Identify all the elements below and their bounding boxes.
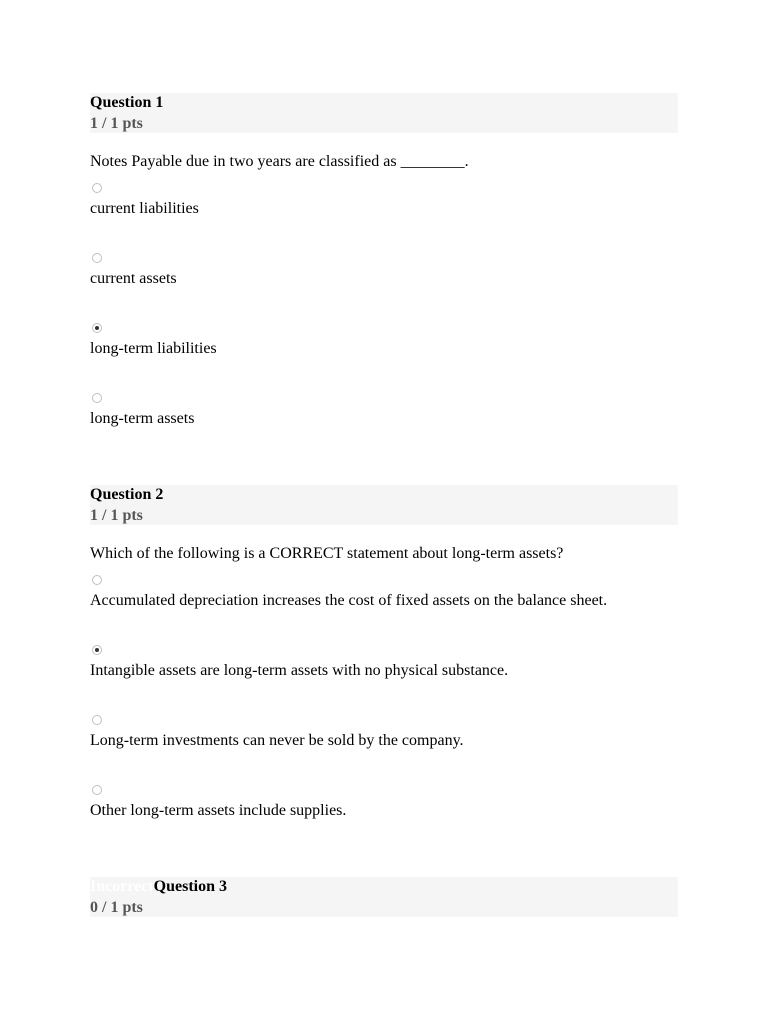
- question-title: Question 2: [90, 486, 164, 503]
- answer-option[interactable]: [90, 393, 678, 463]
- answer-label: Other long-term assets include supplies.: [90, 802, 347, 819]
- answer-option[interactable]: [90, 183, 678, 253]
- question-points: 1 / 1 pts: [90, 115, 143, 132]
- incorrect-flag: Incorrect: [90, 878, 154, 895]
- answer-option[interactable]: [90, 785, 678, 855]
- radio-button[interactable]: [92, 393, 102, 403]
- radio-button[interactable]: [92, 715, 102, 725]
- question-title: Question 1: [90, 94, 164, 111]
- question-text: Notes Payable due in two years are classified as ________.: [90, 153, 469, 170]
- answer-label: Intangible assets are long-term assets with no physical substance.: [90, 662, 509, 679]
- radio-button[interactable]: [92, 575, 102, 585]
- answer-option[interactable]: [90, 253, 678, 323]
- answer-option[interactable]: [90, 645, 678, 715]
- answer-label: current assets: [90, 270, 177, 287]
- answer-label: Accumulated depreciation increases the cost of fixed assets on the balance sheet.: [90, 592, 608, 609]
- radio-button-selected[interactable]: [92, 645, 102, 655]
- answer-list: [90, 183, 678, 463]
- question-points: 1 / 1 pts: [90, 507, 143, 524]
- answer-option[interactable]: [90, 575, 678, 645]
- answer-label: Long-term investments can never be sold by the company.: [90, 732, 464, 749]
- answer-option[interactable]: [90, 323, 678, 393]
- radio-button[interactable]: [92, 785, 102, 795]
- question-1: [90, 93, 678, 463]
- question-2: [90, 485, 678, 855]
- answer-list: [90, 575, 678, 855]
- radio-button-selected[interactable]: [92, 323, 102, 333]
- question-header: [90, 485, 678, 525]
- question-points: 0 / 1 pts: [90, 899, 143, 916]
- question-title: IncorrectQuestion 3: [90, 878, 228, 895]
- answer-label: long-term liabilities: [90, 340, 217, 357]
- answer-label: current liabilities: [90, 200, 199, 217]
- radio-button[interactable]: [92, 253, 102, 263]
- answer-option[interactable]: [90, 715, 678, 785]
- question-header: [90, 93, 678, 133]
- question-header: [90, 877, 678, 917]
- question-3: [90, 877, 678, 917]
- radio-button[interactable]: [92, 183, 102, 193]
- question-text: Which of the following is a CORRECT statement about long-term assets?: [90, 545, 564, 562]
- answer-label: long-term assets: [90, 410, 195, 427]
